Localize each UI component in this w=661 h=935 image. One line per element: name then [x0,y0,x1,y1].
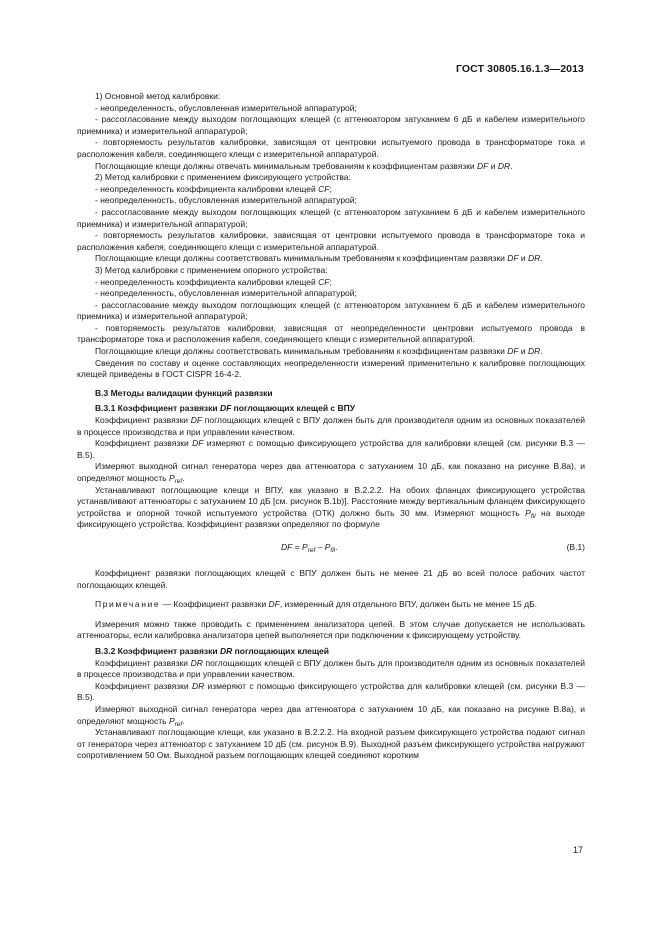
list-item: - повторяемость результатов калибровки, зависящая от неопределенности центровки испытуемого провода в трансформаторе тока и расположения кабеля, соединяющего клещи с измерительной аппаратурой. [77,322,585,345]
paragraph: Устанавливают поглощающие клещи и ВПУ, как указано в В.2.2.2. На обоих фланцах фиксирующего устройства устанавливают аттенюаторы с затуханием 10 дБ [см. рисунок В.1b)]. Расстояние между вертикальным фланцем фиксирующего устройства и опорной точкой испытуемого устройства (ОТК) должно быть 30 мм. Измеряют мощность $P_{fil}$ на выходе фиксирующего устройства. Коэффициент развязки определяют по формуле [77,484,586,530]
list-item: - неопределенность, обусловленная измерительной аппаратурой; [95,195,357,206]
note: Примечание — Коэффициент развязки DF, измеренный для отдельного ВПУ, должен быть не менее 15 дБ. [95,599,538,610]
list-item: - рассогласование между выходом поглощающих клещей (с аттенюатором затуханием 6 дБ и кабелем измерительного приемника) и измерительной аппаратурой; [77,206,585,229]
formula-expression: DF = $P_{ref} - P_{fil}$. [281,541,338,554]
formula-b1 [77,542,585,554]
list-item: - повторяемость результатов калибровки, зависящая от центровки испытуемого провода в трансформаторе тока и расположения кабеля, соединяющего клещи с измерительной аппаратурой. [77,230,585,252]
method-1-title: 1) Основной метод калибровки: [95,91,221,101]
method-3-title: 3) Метод калибровки с применением опорного устройства: [95,264,328,275]
paragraph: Коэффициент развязки DF измеряют с помощью фиксирующего устройства для калибровки клещей (см. рисунки В.3 — В.5). [77,438,585,460]
list-item: - повторяемость результатов калибровки, зависящая от центровки испытуемого провода в трансформаторе тока и расположения кабеля, соединяющего клещи с измерительной аппаратурой. [77,137,585,159]
method-2-requirement: Поглощающие клещи должны соответствовать минимальным требованиям к коэффициентам развязки DF и DR. [95,253,543,264]
paragraph: Измеряют выходной сигнал генератора через два аттенюатора с затуханием 10 дБ, как показано на рисунке В.8а), и определяют мощность $P_{ref}$. [77,461,585,485]
document-body [77,91,585,762]
list-item: - неопределенность коэффициента калибровки клещей CF; [95,276,332,287]
page-number: 17 [572,845,583,855]
paragraph: Коэффициент развязки DF поглощающих клещей с ВПУ должен быть для производителя одним из основных показателей в процессе производства и при управлении качеством. [77,415,585,437]
formula-number: (В.1) [566,541,585,552]
paragraph: Коэффициент развязки DR поглощающих клещей с ВПУ должен быть для производителя одним из основных показателей в процессе производства и при управлении качеством. [77,657,585,680]
paragraph: Устанавливают поглощающие клещи, как указано в В.2.2.2. На входной разъем фиксирующего устройства подают сигнал от генератора через аттенюатор с затуханием 10 дБ (см. рисунок В.9). Выходной разъем фиксирующего устройства нагружают сопротивлением 50 Ом. Выходной разъем поглощающих клещей соединяют коротким [77,727,585,761]
paragraph: Измеряют выходной сигнал генератора через два аттенюатора с затуханием 10 дБ, как показано на рисунке В.8а), и определяют мощность $P_{ref}$. [77,703,585,728]
paragraph: Коэффициент развязки DR измеряют с помощью фиксирующего устройства для калибровки клещей (см. рисунки В.3 — В.5). [77,680,585,703]
uncertainty-info: Сведения по составу и оценке составляющих неопределенности измерений применительно к калибровке поглощающих клещей приведены в ГОСТ CISPR 16-4-2. [77,357,585,380]
list-item: - неопределенность коэффициента калибровки клещей CF; [95,183,332,194]
paragraph: Измерения можно также проводить с применением анализатора цепей. В этом случае допускается не использовать аттенюаторы, если калибровка анализатора цепей выполняется при подключении к фиксирующему устройству. [77,618,585,641]
list-item: - рассогласование между выходом поглощающих клещей (с аттенюатором затуханием 6 дБ и кабелем измерительного приемника) и измерительной аппаратурой; [77,114,585,136]
list-item: - неопределенность, обусловленная измерительной аппаратурой; [95,288,357,299]
section-heading-b3: В.3 Методы валидации функций развязки [95,387,273,398]
section-heading-b32: В.3.2 Коэффициент развязки DR поглощающих клещей [95,645,329,656]
method-3-requirement: Поглощающие клещи должны соответствовать минимальным требованиям к коэффициентам развязки DF и DR. [95,346,543,357]
method-2-title: 2) Метод калибровки с применением фиксирующего устройства: [95,172,351,183]
list-item: - рассогласование между выходом поглощающих клещей (с аттенюатором затуханием 6 дБ и кабелем измерительного приемника) и измерительной аппаратурой; [77,299,585,322]
method-1-requirement: Поглощающие клещи должны отвечать минимальным требованиям к коэффициентам развязки DF и DR. [95,160,513,171]
list-item: - неопределенность, обусловленная измерительной аппаратурой; [95,102,357,113]
document-code: ГОСТ 30805.16.1.3—2013 [456,63,584,75]
section-heading-b31: В.3.1 Коэффициент развязки DF поглощающих клещей с ВПУ [95,403,356,414]
paragraph: Коэффициент развязки поглощающих клещей с ВПУ должен быть не менее 21 дБ во всей полосе рабочих частот поглощающих клещей. [77,567,585,590]
